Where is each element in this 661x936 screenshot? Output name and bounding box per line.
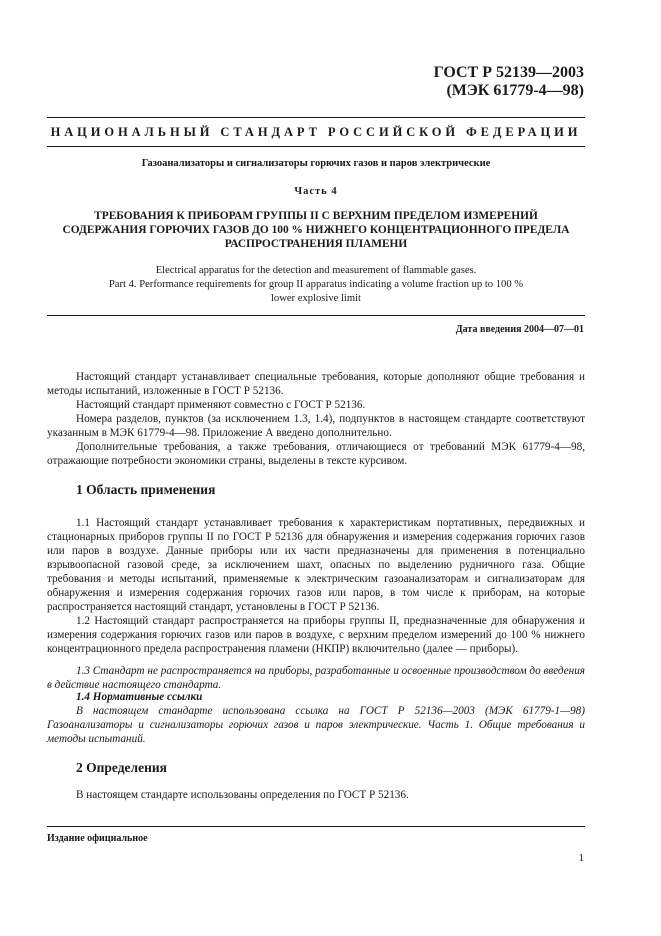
clause-1-4-heading: 1.4 Нормативные ссылки: [76, 691, 203, 703]
part-number: Часть 4: [294, 186, 338, 197]
gost-number: ГОСТ Р 52139—2003: [433, 64, 584, 81]
national-rule: [47, 146, 585, 147]
clause-1-4: В настоящем стандарте использована ссылка на ГОСТ Р 52136—2003 (МЭК 61779-1—98) Газоанализаторы и сигнализаторы горючих газов и паров электрические. Часть 1. Общие требования и методы испытаний.: [47, 705, 585, 745]
clause-1-2: 1.2 Настоящий стандарт распространяется на приборы группы II, предназначенные для обнаружения и измерения содержания горючих газов или паров в воздухе, с верхним пределом измерений до 100 % нижнего концентрационного предела распространения пламени (НКПР) включительно (далее — приборы).: [47, 615, 585, 655]
title-en-line: Part 4. Performance requirements for group II apparatus indicating a volume fraction up to 100 %: [108, 279, 524, 290]
standard-designation: [434, 64, 584, 100]
section-heading-definitions: 2 Определения: [76, 760, 167, 775]
title-en-line: Electrical apparatus for the detection and measurement of flammable gases.: [155, 265, 477, 276]
document-title-ru: ТРЕБОВАНИЯ К ПРИБОРАМ ГРУППЫ II С ВЕРХНИМ ПРЕДЕЛОМ ИЗМЕРЕНИЙ СОДЕРЖАНИЯ ГОРЮЧИХ ГАЗОВ ДО 100 % НИЖНЕГО КОНЦЕНТРАЦИОННОГО ПРЕДЕЛА РАСПРОСТРАНЕНИЯ ПЛАМЕНИ: [62, 210, 570, 250]
intro-paragraph: Номера разделов, пунктов (за исключением 1.3, 1.4), подпунктов в настоящем стандарте соответствуют указанным в МЭК 61779-4—98. Приложение А введено дополнительно.: [47, 413, 585, 439]
top-rule: [47, 117, 585, 118]
footer-rule: [47, 826, 585, 827]
title-en-line: lower explosive limit: [270, 293, 362, 304]
section-heading-scope: 1 Область применения: [76, 482, 216, 497]
definitions-paragraph: В настоящем стандарте использованы определения по ГОСТ Р 52136.: [76, 789, 409, 801]
national-standard-title: НАЦИОНАЛЬНЫЙ СТАНДАРТ РОССИЙСКОЙ ФЕДЕРАЦИИ: [50, 125, 582, 139]
intro-paragraph: Настоящий стандарт устанавливает специальные требования, которые дополняют общие требования и методы испытаний, изложенные в ГОСТ Р 52136.: [47, 371, 585, 397]
date-rule: [47, 315, 585, 316]
introduction-date: Дата введения 2004—07—01: [455, 324, 584, 335]
intro-paragraph: Настоящий стандарт применяют совместно с ГОСТ Р 52136.: [76, 399, 366, 411]
iec-number: (МЭК 61779-4—98): [446, 82, 584, 99]
document-subtitle: Газоанализаторы и сигнализаторы горючих газов и паров электрические: [141, 158, 491, 169]
intro-paragraph: Дополнительные требования, а также требования, отличающиеся от требований МЭК 61779-4—98, отражающие потребности экономики страны, выделены в тексте курсивом.: [47, 441, 585, 467]
official-edition-label: Издание официальное: [47, 833, 148, 844]
document-title-en: [60, 264, 572, 306]
clause-1-3: 1.3 Стандарт не распространяется на приборы, разработанные и освоенные производством до введения в действие настоящего стандарта.: [47, 665, 585, 691]
clause-1-1: 1.1 Настоящий стандарт устанавливает требования к характеристикам портативных, передвижных и стационарных приборов группы II по ГОСТ Р 52136 для обнаружения и измерения содержания горючих газов или паров в воздухе. Данные приборы или их части предназначены для применения в потенциально взрывоопасной газовой среде, за исключением шахт, опасных по выделению рудничного газа. Общие требования и методы испытаний, применяемые к электрическим газоанализаторам и сигнализаторам для обнаружения и измерения содержания горючих газов или паров, в том числе к приборам, на которые распространяется настоящий стандарт, установлены в ГОСТ Р 52136.: [47, 517, 585, 613]
page-number: 1: [578, 852, 584, 864]
